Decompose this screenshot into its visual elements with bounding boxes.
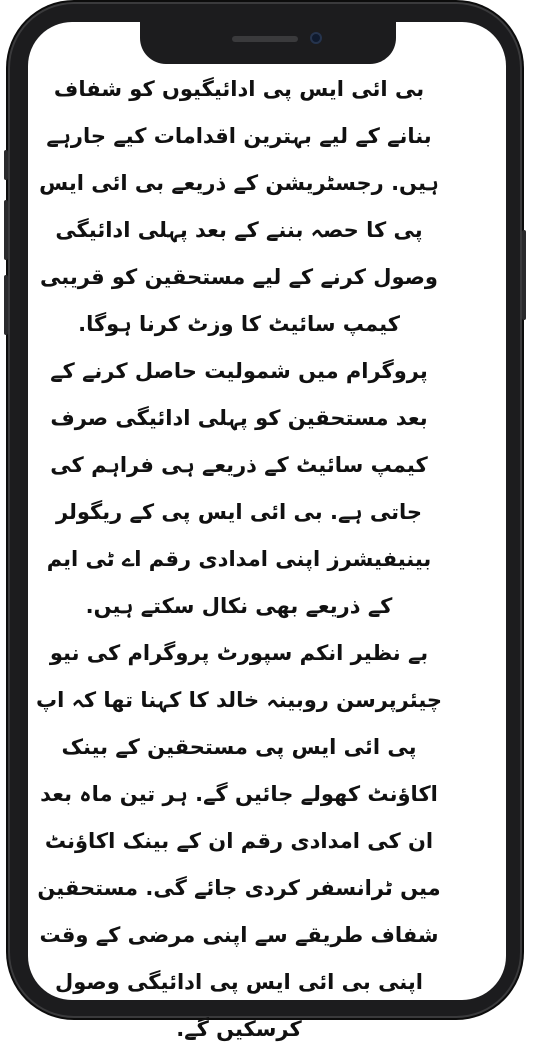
mute-switch [4,150,8,180]
speaker-grille [232,36,298,42]
camera-icon [310,32,322,44]
article-body [34,66,444,1053]
article-paragraph-2: بے نظیر انکم سپورٹ پروگرام کی نیو چیئرپرسن روبینہ خالد کا کہنا تھا کہ اپ پی ائی ایس پی مستحقین کے بینک اکاؤنٹ کھولے جائیں گے. ہر تین ماہ بعد ان کی امدادی رقم ان کے بینک اکاؤنٹ میں ٹرانسفر کردی جائے گی. مستحقین شفاف طریقے سے اپنی مرضی کے وقت اپنی بی ائی ایس پی ادائیگی وصول کرسکیں گے. [35,641,443,1041]
article-paragraph-1: بی ائی ایس پی ادائیگیوں کو شفاف بنانے کے لیے بہترین اقدامات کیے جارہے ہیں. رجسٹریشن کے ذریعے بی ائی ایس پی کا حصہ بننے کے بعد پہلی ادائیگی وصول کرنے کے لیے مستحقین کو قریبی کیمپ سائیٹ کا وزٹ کرنا ہوگا. پروگرام میں شمولیت حاصل کرنے کے بعد مستحقین کو پہلی ادائیگی صرف کیمپ سائیٹ کے ذریعے ہی فراہم کی جاتی ہے. بی ائی ایس پی کے ریگولر بینیفیشرز اپنی امدادی رقم اے ٹی ایم کے ذریعے بھی نکال سکتے ہیں. [39,77,439,618]
volume-down-button [4,275,8,335]
phone-notch [140,22,396,64]
volume-up-button [4,200,8,260]
power-button [522,230,526,320]
